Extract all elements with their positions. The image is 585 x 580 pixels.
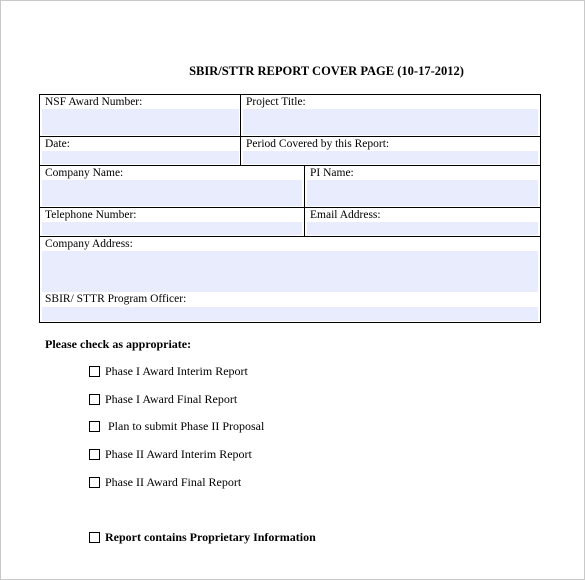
proprietary-label: Report contains Proprietary Information: [105, 529, 316, 544]
email-address-label: Email Address:: [310, 209, 381, 221]
project-title-label: Project Title:: [246, 96, 306, 108]
date-label: Date:: [45, 138, 70, 150]
program-officer-label: SBIR/ STTR Program Officer:: [45, 293, 187, 305]
telephone-number-label: Telephone Number:: [45, 209, 137, 221]
cover-page-form: [39, 94, 541, 323]
checkbox[interactable]: [89, 394, 100, 405]
checkbox[interactable]: [89, 477, 100, 488]
checklist-item[interactable]: [89, 391, 237, 407]
checklist-item-label: Phase II Award Final Report: [105, 474, 242, 489]
period-covered-field[interactable]: [243, 151, 538, 164]
checkbox[interactable]: [89, 449, 100, 460]
checklist-item[interactable]: [89, 363, 248, 379]
checklist-item-label: Plan to submit Phase II Proposal: [108, 418, 265, 433]
company-name-label: Company Name:: [45, 167, 124, 179]
checklist-heading: Please check as appropriate:: [45, 337, 192, 351]
company-name-field[interactable]: [42, 180, 302, 206]
pi-name-field[interactable]: [307, 180, 538, 206]
checklist-item[interactable]: [89, 446, 252, 462]
program-officer-field[interactable]: [42, 307, 538, 321]
company-address-label: Company Address:: [45, 238, 133, 250]
period-covered-label: Period Covered by this Report:: [246, 138, 390, 150]
checklist-item[interactable]: [89, 418, 264, 434]
company-address-field[interactable]: [42, 251, 538, 292]
divider: [40, 236, 540, 237]
date-field[interactable]: [42, 151, 239, 164]
nsf-award-number-field[interactable]: [42, 109, 239, 135]
checklist-item-label: Phase II Award Interim Report: [105, 446, 252, 461]
divider: [40, 207, 540, 208]
document-title: SBIR/STTR REPORT COVER PAGE (10-17-2012): [189, 64, 464, 78]
telephone-number-field[interactable]: [42, 222, 302, 235]
checklist-item-label: Phase I Award Interim Report: [105, 363, 248, 378]
pi-name-label: PI Name:: [310, 167, 354, 179]
checklist-item-label: Phase I Award Final Report: [105, 391, 238, 406]
nsf-award-number-label: NSF Award Number:: [45, 96, 143, 108]
email-address-field[interactable]: [307, 222, 538, 235]
proprietary-checklist-item[interactable]: [89, 529, 316, 545]
divider: [304, 165, 305, 236]
divider: [40, 136, 540, 137]
checkbox[interactable]: [89, 366, 100, 377]
checklist-item[interactable]: [89, 474, 241, 490]
divider: [240, 95, 241, 165]
checkbox[interactable]: [89, 421, 100, 432]
project-title-field[interactable]: [243, 109, 538, 135]
checkbox[interactable]: [89, 532, 100, 543]
divider: [40, 165, 540, 166]
